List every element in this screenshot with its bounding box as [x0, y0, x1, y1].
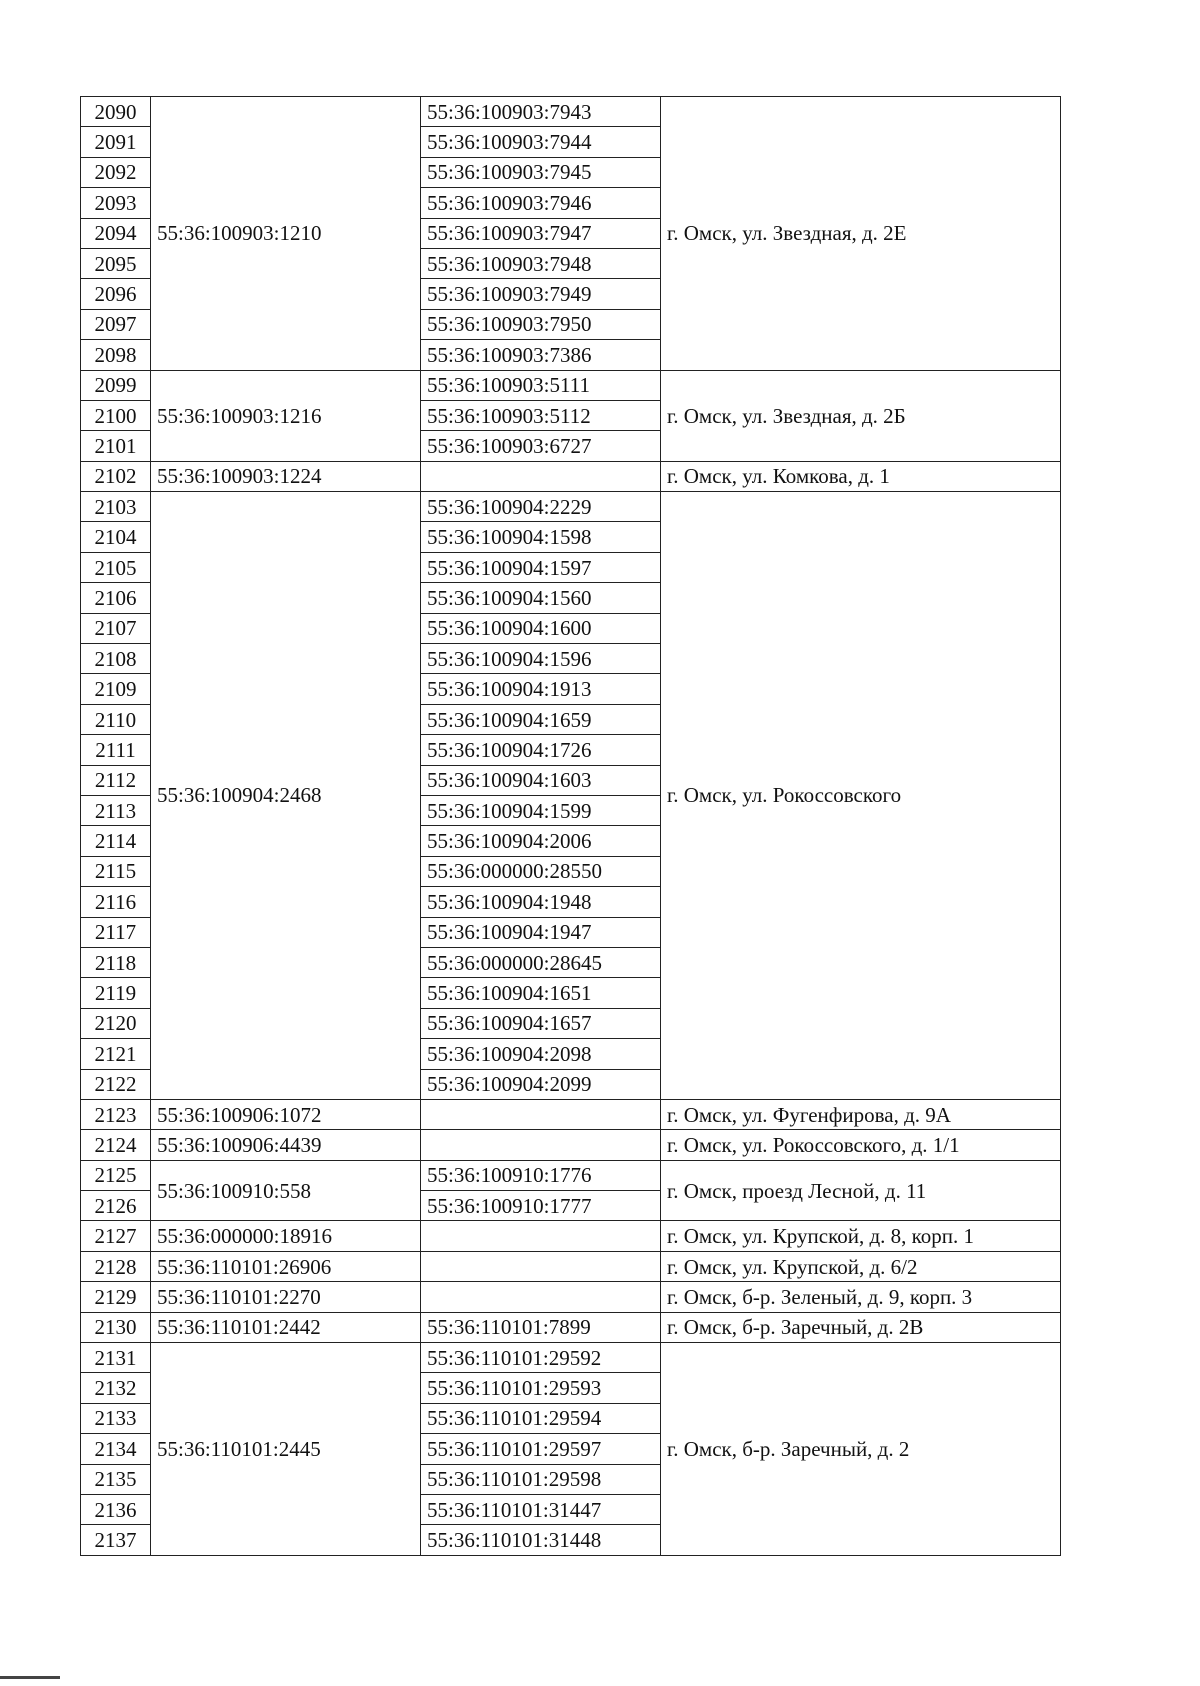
- row-number: 2120: [81, 1008, 151, 1038]
- row-number: 2097: [81, 309, 151, 339]
- table-row: [81, 97, 1061, 127]
- address-cell: г. Омск, ул. Звездная, д. 2Б: [661, 370, 1061, 461]
- child-cadastral-number: 55:36:100903:5112: [421, 400, 661, 430]
- address-cell: г. Омск, ул. Комкова, д. 1: [661, 461, 1061, 491]
- child-cadastral-number: 55:36:100903:7948: [421, 248, 661, 278]
- row-number: 2098: [81, 340, 151, 370]
- table-row: [81, 370, 1061, 400]
- child-cadastral-number: 55:36:100903:6727: [421, 431, 661, 461]
- row-number: 2112: [81, 765, 151, 795]
- row-number: 2118: [81, 947, 151, 977]
- child-cadastral-number: 55:36:100903:7946: [421, 188, 661, 218]
- child-cadastral-number: 55:36:110101:31448: [421, 1525, 661, 1555]
- address-cell: г. Омск, ул. Рокоссовского, д. 1/1: [661, 1130, 1061, 1160]
- child-cadastral-number: 55:36:100903:7947: [421, 218, 661, 248]
- parent-cadastral-number: 55:36:110101:2445: [151, 1343, 421, 1556]
- child-cadastral-number: 55:36:110101:31447: [421, 1494, 661, 1524]
- child-cadastral-number: 55:36:100904:2098: [421, 1039, 661, 1069]
- row-number: 2106: [81, 583, 151, 613]
- row-number: 2126: [81, 1191, 151, 1221]
- child-cadastral-number: 55:36:100904:2006: [421, 826, 661, 856]
- address-cell: г. Омск, ул. Рокоссовского: [661, 492, 1061, 1100]
- row-number: 2131: [81, 1343, 151, 1373]
- row-number: 2125: [81, 1160, 151, 1190]
- row-number: 2101: [81, 431, 151, 461]
- row-number: 2108: [81, 644, 151, 674]
- child-cadastral-number: 55:36:100910:1776: [421, 1160, 661, 1190]
- row-number: 2123: [81, 1099, 151, 1129]
- row-number: 2111: [81, 735, 151, 765]
- child-cadastral-number: 55:36:100904:1560: [421, 583, 661, 613]
- child-cadastral-number: [421, 461, 661, 491]
- row-number: 2099: [81, 370, 151, 400]
- child-cadastral-number: 55:36:100903:7386: [421, 340, 661, 370]
- row-number: 2104: [81, 522, 151, 552]
- row-number: 2132: [81, 1373, 151, 1403]
- table-row: [81, 1312, 1061, 1342]
- address-cell: г. Омск, ул. Фугенфирова, д. 9А: [661, 1099, 1061, 1129]
- table-row: [81, 1221, 1061, 1251]
- row-number: 2113: [81, 795, 151, 825]
- child-cadastral-number: 55:36:100904:1597: [421, 552, 661, 582]
- cadastral-table-body: [81, 97, 1061, 1556]
- row-number: 2129: [81, 1282, 151, 1312]
- parent-cadastral-number: 55:36:000000:18916: [151, 1221, 421, 1251]
- child-cadastral-number: [421, 1282, 661, 1312]
- table-row: [81, 1160, 1061, 1190]
- row-number: 2103: [81, 492, 151, 522]
- table-row: [81, 1099, 1061, 1129]
- parent-cadastral-number: 55:36:110101:2270: [151, 1282, 421, 1312]
- page-edge-mark: [0, 1676, 60, 1679]
- child-cadastral-number: 55:36:100904:1947: [421, 917, 661, 947]
- table-row: [81, 1251, 1061, 1281]
- address-cell: г. Омск, б-р. Заречный, д. 2В: [661, 1312, 1061, 1342]
- row-number: 2114: [81, 826, 151, 856]
- child-cadastral-number: 55:36:110101:7899: [421, 1312, 661, 1342]
- child-cadastral-number: 55:36:110101:29598: [421, 1464, 661, 1494]
- child-cadastral-number: 55:36:100904:1600: [421, 613, 661, 643]
- row-number: 2096: [81, 279, 151, 309]
- child-cadastral-number: [421, 1099, 661, 1129]
- child-cadastral-number: 55:36:100910:1777: [421, 1191, 661, 1221]
- child-cadastral-number: 55:36:100904:1603: [421, 765, 661, 795]
- row-number: 2094: [81, 218, 151, 248]
- parent-cadastral-number: 55:36:100903:1216: [151, 370, 421, 461]
- cadastral-table: [80, 96, 1061, 1556]
- row-number: 2137: [81, 1525, 151, 1555]
- child-cadastral-number: 55:36:100903:5111: [421, 370, 661, 400]
- child-cadastral-number: 55:36:110101:29592: [421, 1343, 661, 1373]
- row-number: 2107: [81, 613, 151, 643]
- child-cadastral-number: 55:36:100903:7950: [421, 309, 661, 339]
- child-cadastral-number: 55:36:100904:1657: [421, 1008, 661, 1038]
- child-cadastral-number: 55:36:110101:29597: [421, 1434, 661, 1464]
- child-cadastral-number: 55:36:100903:7944: [421, 127, 661, 157]
- table-row: [81, 1130, 1061, 1160]
- row-number: 2128: [81, 1251, 151, 1281]
- child-cadastral-number: 55:36:100904:1596: [421, 644, 661, 674]
- row-number: 2091: [81, 127, 151, 157]
- address-cell: г. Омск, ул. Крупской, д. 8, корп. 1: [661, 1221, 1061, 1251]
- row-number: 2124: [81, 1130, 151, 1160]
- row-number: 2095: [81, 248, 151, 278]
- parent-cadastral-number: 55:36:100903:1224: [151, 461, 421, 491]
- row-number: 2119: [81, 978, 151, 1008]
- row-number: 2115: [81, 856, 151, 886]
- child-cadastral-number: 55:36:100904:1659: [421, 704, 661, 734]
- row-number: 2090: [81, 97, 151, 127]
- parent-cadastral-number: 55:36:110101:2442: [151, 1312, 421, 1342]
- row-number: 2133: [81, 1403, 151, 1433]
- child-cadastral-number: 55:36:100904:2229: [421, 492, 661, 522]
- row-number: 2093: [81, 188, 151, 218]
- row-number: 2109: [81, 674, 151, 704]
- table-row: [81, 1282, 1061, 1312]
- row-number: 2100: [81, 400, 151, 430]
- row-number: 2117: [81, 917, 151, 947]
- row-number: 2092: [81, 157, 151, 187]
- child-cadastral-number: 55:36:000000:28645: [421, 947, 661, 977]
- row-number: 2110: [81, 704, 151, 734]
- address-cell: г. Омск, б-р. Зеленый, д. 9, корп. 3: [661, 1282, 1061, 1312]
- child-cadastral-number: 55:36:100904:1913: [421, 674, 661, 704]
- row-number: 2134: [81, 1434, 151, 1464]
- row-number: 2136: [81, 1494, 151, 1524]
- child-cadastral-number: 55:36:100904:2099: [421, 1069, 661, 1099]
- cadastral-table-container: [80, 96, 1060, 1556]
- row-number: 2130: [81, 1312, 151, 1342]
- child-cadastral-number: 55:36:100903:7945: [421, 157, 661, 187]
- child-cadastral-number: [421, 1251, 661, 1281]
- row-number: 2102: [81, 461, 151, 491]
- row-number: 2116: [81, 887, 151, 917]
- row-number: 2121: [81, 1039, 151, 1069]
- address-cell: г. Омск, б-р. Заречный, д. 2: [661, 1343, 1061, 1556]
- table-row: [81, 1343, 1061, 1373]
- row-number: 2122: [81, 1069, 151, 1099]
- child-cadastral-number: 55:36:100904:1726: [421, 735, 661, 765]
- address-cell: г. Омск, ул. Крупской, д. 6/2: [661, 1251, 1061, 1281]
- parent-cadastral-number: 55:36:100906:1072: [151, 1099, 421, 1129]
- child-cadastral-number: 55:36:100903:7943: [421, 97, 661, 127]
- parent-cadastral-number: 55:36:110101:26906: [151, 1251, 421, 1281]
- child-cadastral-number: [421, 1221, 661, 1251]
- child-cadastral-number: 55:36:100904:1598: [421, 522, 661, 552]
- child-cadastral-number: 55:36:110101:29594: [421, 1403, 661, 1433]
- parent-cadastral-number: 55:36:100904:2468: [151, 492, 421, 1100]
- child-cadastral-number: 55:36:100903:7949: [421, 279, 661, 309]
- address-cell: г. Омск, проезд Лесной, д. 11: [661, 1160, 1061, 1221]
- parent-cadastral-number: 55:36:100906:4439: [151, 1130, 421, 1160]
- table-row: [81, 461, 1061, 491]
- table-row: [81, 492, 1061, 522]
- child-cadastral-number: 55:36:000000:28550: [421, 856, 661, 886]
- child-cadastral-number: 55:36:100904:1651: [421, 978, 661, 1008]
- row-number: 2127: [81, 1221, 151, 1251]
- row-number: 2135: [81, 1464, 151, 1494]
- child-cadastral-number: 55:36:100904:1599: [421, 795, 661, 825]
- parent-cadastral-number: 55:36:100903:1210: [151, 97, 421, 371]
- row-number: 2105: [81, 552, 151, 582]
- child-cadastral-number: 55:36:110101:29593: [421, 1373, 661, 1403]
- child-cadastral-number: 55:36:100904:1948: [421, 887, 661, 917]
- parent-cadastral-number: 55:36:100910:558: [151, 1160, 421, 1221]
- address-cell: г. Омск, ул. Звездная, д. 2Е: [661, 97, 1061, 371]
- child-cadastral-number: [421, 1130, 661, 1160]
